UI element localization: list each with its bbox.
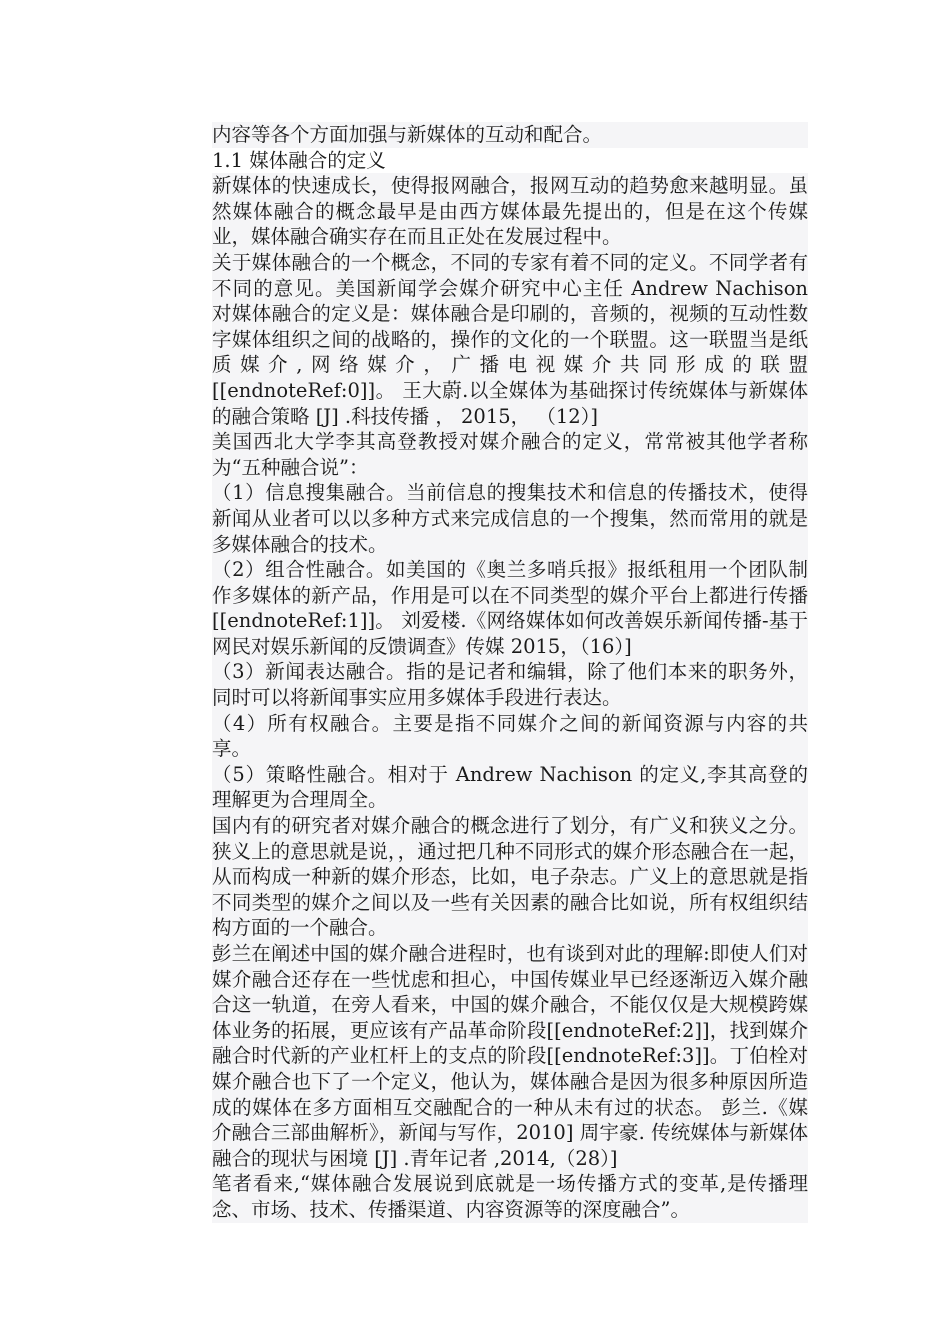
list-item: （2）组合性融合。如美国的《奥兰多哨兵报》报纸租用一个团队制作多媒体的新产品，作用是可以在不同类型的媒介平台上都进行传播[[endnoteRef:1]]。 刘爱楼.《网络媒体如何改善娱乐新闻传播-基于网民对娱乐新闻的反馈调查》传媒 2015，（16）] [212, 558, 808, 658]
list-item: （5）策略性融合。相对于 Andrew Nachison 的定义,李其高登的理解更为合理周全。 [212, 762, 808, 812]
paragraph: 国内有的研究者对媒介融合的概念进行了划分，有广义和狭义之分。狭义上的意思就是说，，通过把几种不同形式的媒介形态融合在一起，从而构成一种新的媒介形态，比如，电子杂志。广义上的意思就是指不同类型的媒介之间以及一些有关因素的融合比如说，所有权组织结构方面的一个融合。 [212, 814, 808, 940]
document-body [212, 122, 808, 1223]
paragraph: 新媒体的快速成长，使得报网融合，报网互动的趋势愈来越明显。虽然媒体融合的概念最早是由西方媒体最先提出的，但是在这个传媒业，媒体融合确实存在而且正处在发展过程中。 [212, 174, 808, 249]
list-item: （1）信息搜集融合。当前信息的搜集技术和信息的传播技术，使得新闻从业者可以以多种方式来完成信息的一个搜集，然而常用的就是多媒体融合的技术。 [212, 481, 808, 556]
paragraph: 彭兰在阐述中国的媒介融合进程时，也有谈到对此的理解:即使人们对媒介融合还存在一些忧虑和担心，中国传媒业早已经逐渐迈入媒介融合这一轨道，在旁人看来，中国的媒介融合，不能仅仅是大规模跨媒体业务的拓展，更应该有产品革命阶段[[endnoteRef:2]]，找到媒介融合时代新的产业杠杆上的支点的阶段[[endnoteRef:3]]。丁伯栓对媒介融合也下了一个定义，他认为，媒体融合是因为很多种原因所造成的媒体在多方面相互交融配合的一种从未有过的状态。 彭兰.《媒介融合三部曲解析》，新闻与写作，2010] 周宇豪. 传统媒体与新媒体融合的现状与困境 [J] .青年记者 ,2014,（28）] [212, 942, 808, 1170]
paragraph: 美国西北大学李其高登教授对媒介融合的定义，常常被其他学者称为“五种融合说”： [212, 430, 808, 479]
list-item: （4）所有权融合。主要是指不同媒介之间的新闻资源与内容的共享。 [212, 711, 808, 761]
paragraph-continuation: 内容等各个方面加强与新媒体的互动和配合。 [212, 122, 808, 148]
section-heading: 1.1 媒体融合的定义 [212, 148, 386, 172]
paragraph: 关于媒体融合的一个概念，不同的专家有着不同的定义。不同学者有不同的意见。美国新闻学会媒介研究中心主任 Andrew Nachison 对媒体融合的定义是：媒体融合是印刷的，音频的，视频的互动性数字媒体组织之间的战略的，操作的文化的一个联盟。这一联盟当是纸质媒介,网络媒介，广播电视媒介共同形成的联盟[[endnoteRef:0]]。 王大蔚.以全媒体为基础探讨传统媒体与新媒体的融合策略 [J] .科技传播 ， 2015， （12）] [212, 250, 808, 428]
paragraph: 笔者看来,“媒体融合发展说到底就是一场传播方式的变革,是传播理念、市场、技术、传播渠道、内容资源等的深度融合”。 [212, 1172, 808, 1221]
list-item: （3）新闻表达融合。指的是记者和编辑，除了他们本来的职务外，同时可以将新闻事实应用多媒体手段进行表达。 [212, 660, 808, 710]
